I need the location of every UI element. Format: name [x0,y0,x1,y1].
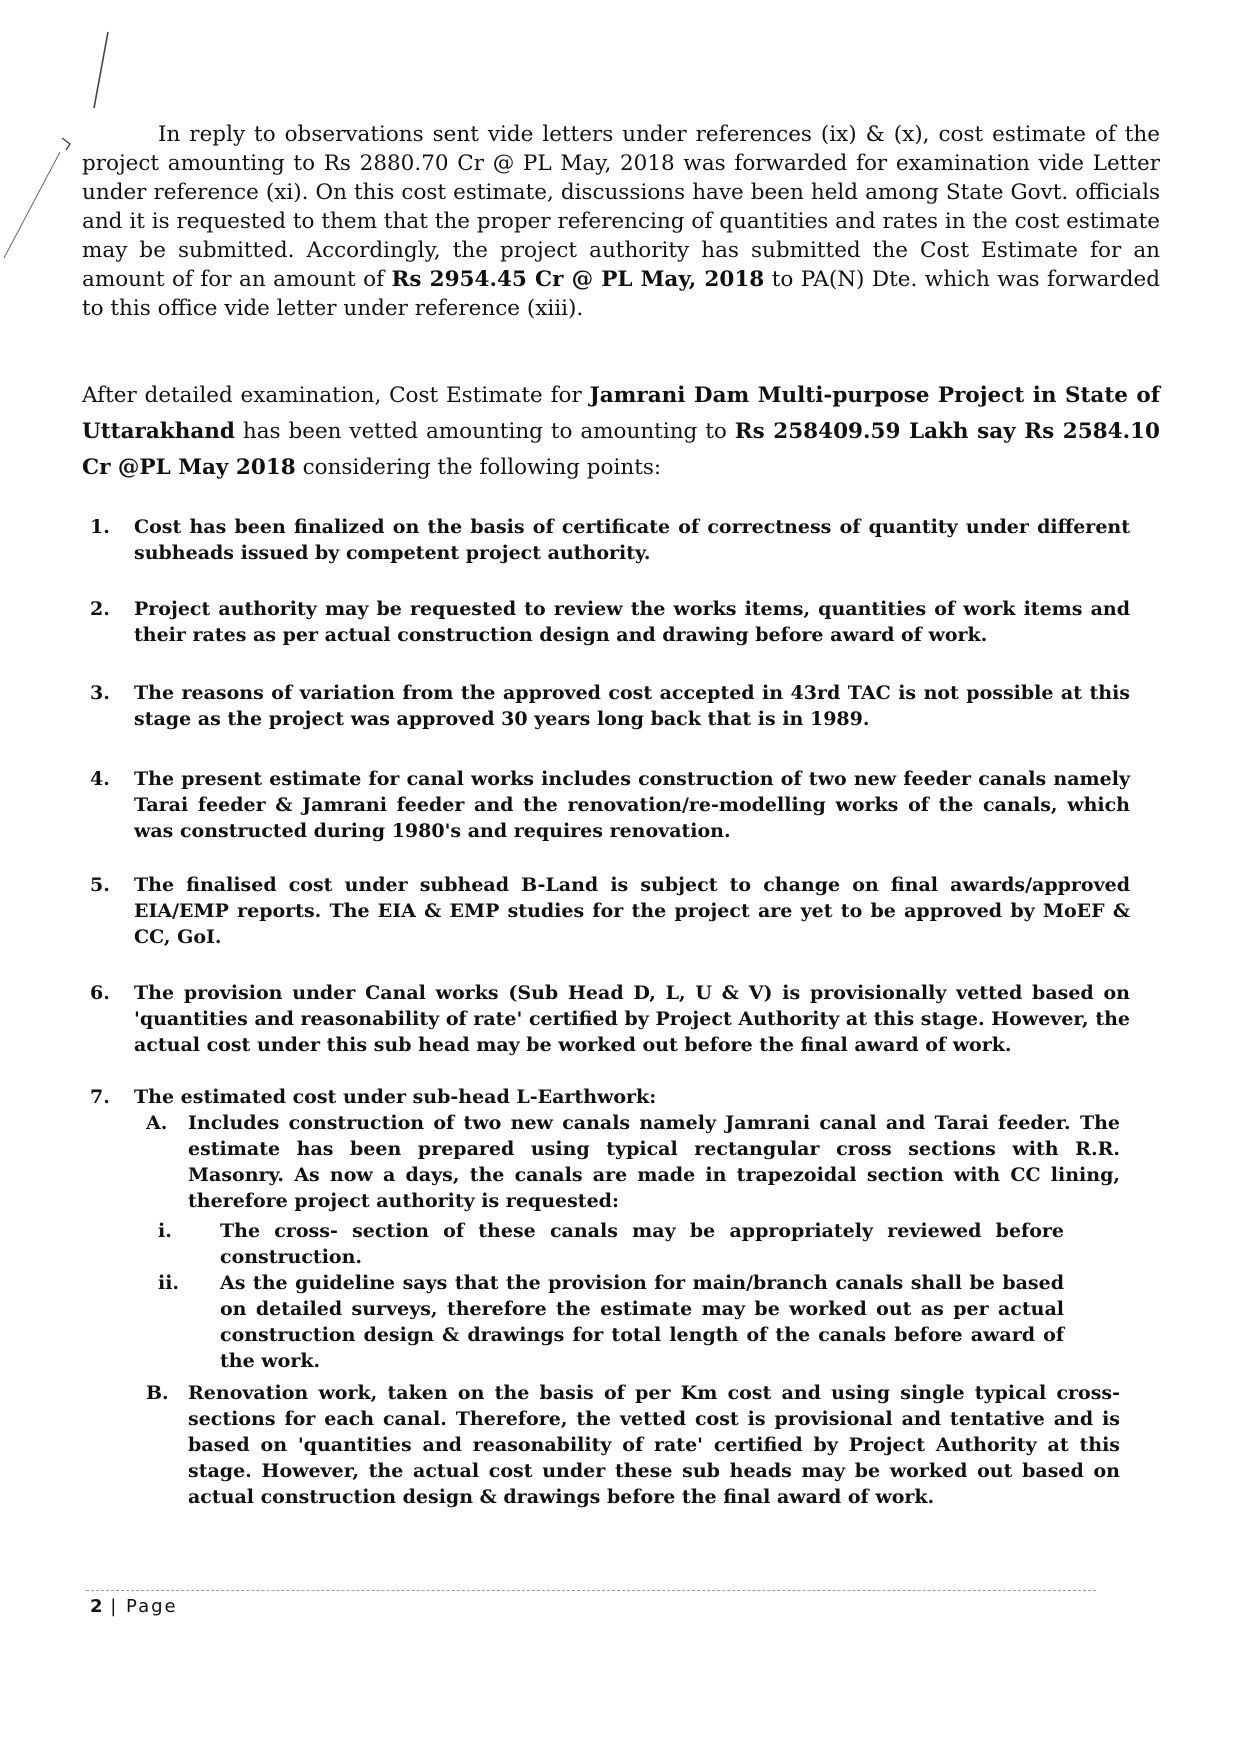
footer-divider [86,1590,1096,1591]
point-text: The provision under Canal works (Sub Head D, L, U & V) is provisionally vetted based on 'quantities and reasonability of rate' certified by Project Authority at this stage. However, the actual cost under this sub head may be worked out before the final award of work. [134,982,1130,1056]
point-number: 5. [90,874,110,896]
paragraph1-text: In reply to observations sent vide letters under references (ix) & (x), cost estimate of the project amounting to Rs 2880.70 Cr @ PL May, 2018 was forwarded for examination vide Letter under reference (xi). On this cost estimate, discussions have been held among State Govt. officials and it is requested to them that the proper referencing of quantities and rates in the cost estimate may be submitted. Accordingly, the project authority has submitted the Cost Estimate for an amount of for an amount of [82,122,1160,292]
paragraph-cost-estimate-history [82,120,1160,323]
point-number: 4. [90,768,110,790]
page-number-label: Page [126,1596,178,1617]
point-text: Project authority may be requested to review the works items, quantities of work items and their rates as per actual construction design and drawing before award of work. [134,598,1130,646]
point-text: The finalised cost under subhead B-Land is subject to change on final awards/approved EIA/EMP reports. The EIA & EMP studies for the project are yet to be approved by MoEF & CC, GoI. [134,874,1130,948]
point-text: The reasons of variation from the approved cost accepted in 43rd TAC is not possible at this stage as the project was approved 30 years long back that is in 1989. [134,682,1130,730]
paragraph1-text-end: to PA(N) Dte. which was forwarded to this office vide letter under reference (xiii). [82,267,1160,321]
sub-sub-item-text: The cross- section of these canals may be appropriately reviewed before construction. [220,1220,1064,1268]
point-number: 3. [90,682,110,704]
paragraph2-text: After detailed examination, Cost Estimate for [82,383,590,408]
point-number: 6. [90,982,110,1004]
paragraph1-amount: Rs 2954.45 Cr @ PL May, 2018 [391,267,765,292]
point-text: Cost has been finalized on the basis of certificate of correctness of quantity under different subheads issued by competent project authority. [134,516,1130,564]
paragraph2-project-name: Jamrani Dam Multi-purpose Project in State of Uttarakhand [82,383,1160,444]
paragraph-vetting-summary [82,378,1160,486]
paragraph2-text-mid: has been vetted amounting to amounting to [234,419,735,444]
roman-numeral: ii. [158,1272,180,1294]
page-number-separator: | [102,1596,127,1617]
sub-item-letter: B. [146,1382,169,1404]
paragraph2-text-end: considering the following points: [295,455,662,480]
point-number: 7. [90,1086,110,1108]
sub-item-text: Includes construction of two new canals namely Jamrani canal and Tarai feeder. The estimate has been prepared using typical rectangular cross sections with R.R. Masonry. As now a days, the canals are made in trapezoidal section with CC lining, therefore project authority is requested: [188,1112,1120,1212]
sub-item-text: Renovation work, taken on the basis of per Km cost and using single typical cross-sections for each canal. Therefore, the vetted cost is provisional and tentative and is based on 'quantities and reasonability of rate' certified by Project Authority at this stage. However, the actual cost under these sub heads may be worked out based on actual construction design & drawings before the final award of work. [188,1382,1120,1508]
sub-item-letter: A. [146,1112,168,1134]
point-number: 2. [90,598,110,620]
roman-numeral: i. [158,1220,172,1242]
sub-sub-item-text: As the guideline says that the provision for main/branch canals shall be based on detailed surveys, therefore the estimate may be worked out as per actual construction design & drawings for total length of the canals before award of the work. [220,1272,1064,1372]
point-text: The estimated cost under sub-head L-Earthwork: [134,1086,657,1108]
point-number: 1. [90,516,110,538]
point-text: The present estimate for canal works includes construction of two new feeder canals namely Tarai feeder & Jamrani feeder and the renovation/re-modelling works of the canals, which was constructed during 1980's and requires renovation. [134,768,1130,842]
page-number [90,1596,178,1617]
page-number-value: 2 [90,1596,103,1617]
paragraph2-vetted-amount: Rs 258409.59 Lakh say Rs 2584.10 Cr @PL May 2018 [82,419,1160,480]
